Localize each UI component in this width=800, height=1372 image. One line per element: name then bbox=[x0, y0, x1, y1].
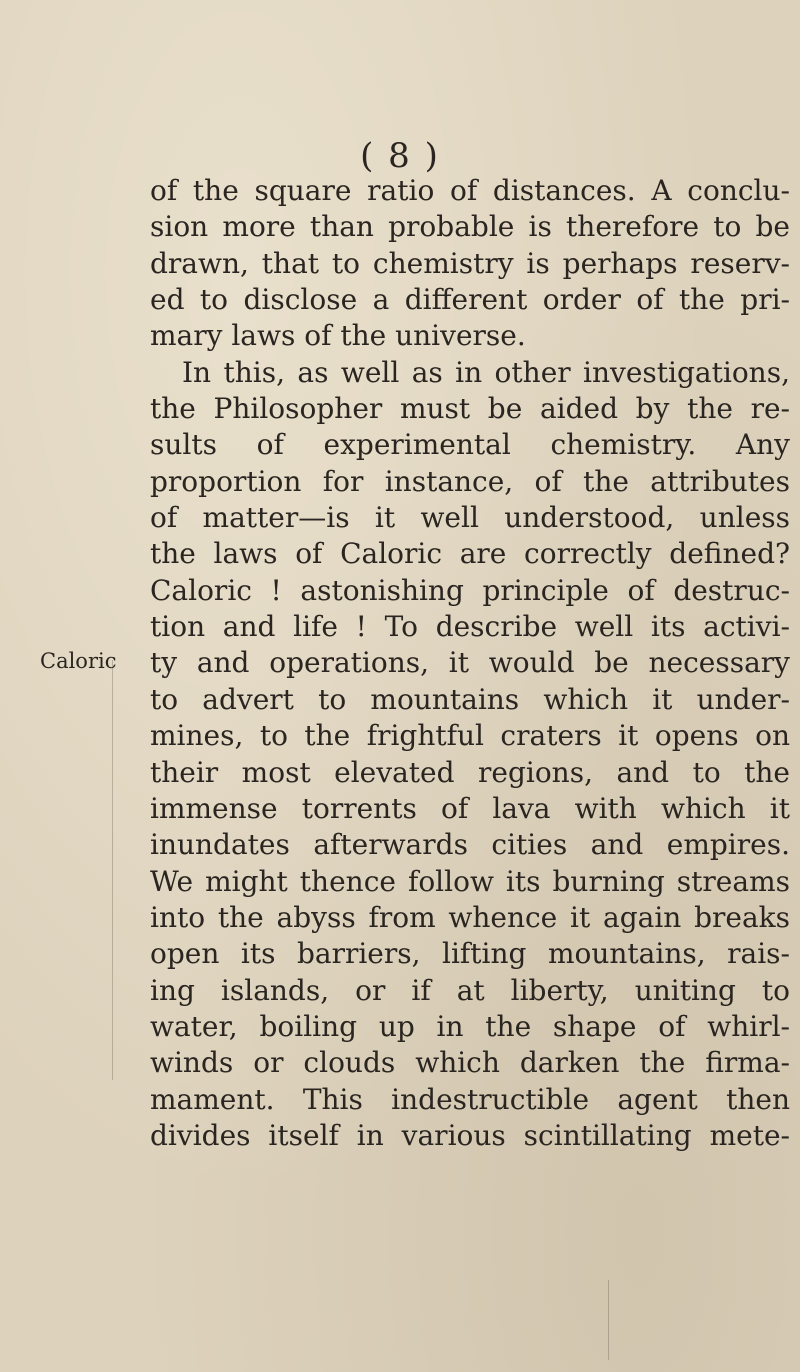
text-line: sults of experimental chemistry. Any bbox=[150, 428, 790, 462]
text-line: the Philosopher must be aided by the re- bbox=[150, 392, 790, 426]
text-line: We might thence follow its burning streams bbox=[150, 864, 790, 898]
text-line: In this, as well as in other investigations, bbox=[182, 355, 790, 389]
text-line: divides itself in various scintillating mete- bbox=[150, 1118, 790, 1152]
text-line: ing islands, or if at liberty, uniting to bbox=[150, 973, 790, 1007]
text-line: ed to disclose a different order of the pri- bbox=[150, 283, 790, 317]
text-line: tion and life ! To describe well its activi- bbox=[150, 610, 790, 644]
text-line: immense torrents of lava with which it bbox=[150, 791, 790, 825]
paper-mark bbox=[608, 1280, 609, 1360]
text-line: the laws of Caloric are correctly defined? bbox=[150, 537, 790, 571]
page-number: ( 8 ) bbox=[360, 136, 440, 176]
text-line: mament. This indestructible agent then bbox=[150, 1082, 790, 1116]
text-line: winds or clouds which darken the firma- bbox=[150, 1046, 790, 1080]
text-line: to advert to mountains which it under- bbox=[150, 682, 790, 716]
text-line: drawn, that to chemistry is perhaps reserv- bbox=[150, 246, 790, 280]
text-line: mary laws of the universe. bbox=[150, 319, 526, 353]
margin-note: Caloric bbox=[40, 649, 117, 673]
paper-mark bbox=[112, 660, 113, 1080]
text-line: of the square ratio of distances. A conclu- bbox=[150, 174, 790, 207]
text-line: proportion for instance, of the attributes bbox=[150, 464, 790, 498]
text-line: into the abyss from whence it again breaks bbox=[150, 900, 790, 934]
text-line: of matter—is it well understood, unless bbox=[150, 501, 790, 535]
text-line: mines, to the frightful craters it opens on bbox=[150, 719, 790, 753]
text-line: ty and operations, it would be necessary bbox=[150, 646, 790, 680]
body-text bbox=[150, 173, 790, 1154]
text-line: their most elevated regions, and to the bbox=[150, 755, 790, 789]
text-line: Caloric ! astonishing principle of destruc- bbox=[150, 573, 790, 607]
text-line: sion more than probable is therefore to be bbox=[150, 210, 790, 244]
text-line: open its barriers, lifting mountains, rais- bbox=[150, 937, 790, 971]
text-line: water, boiling up in the shape of whirl- bbox=[150, 1009, 790, 1043]
text-line: inundates afterwards cities and empires. bbox=[150, 828, 790, 862]
